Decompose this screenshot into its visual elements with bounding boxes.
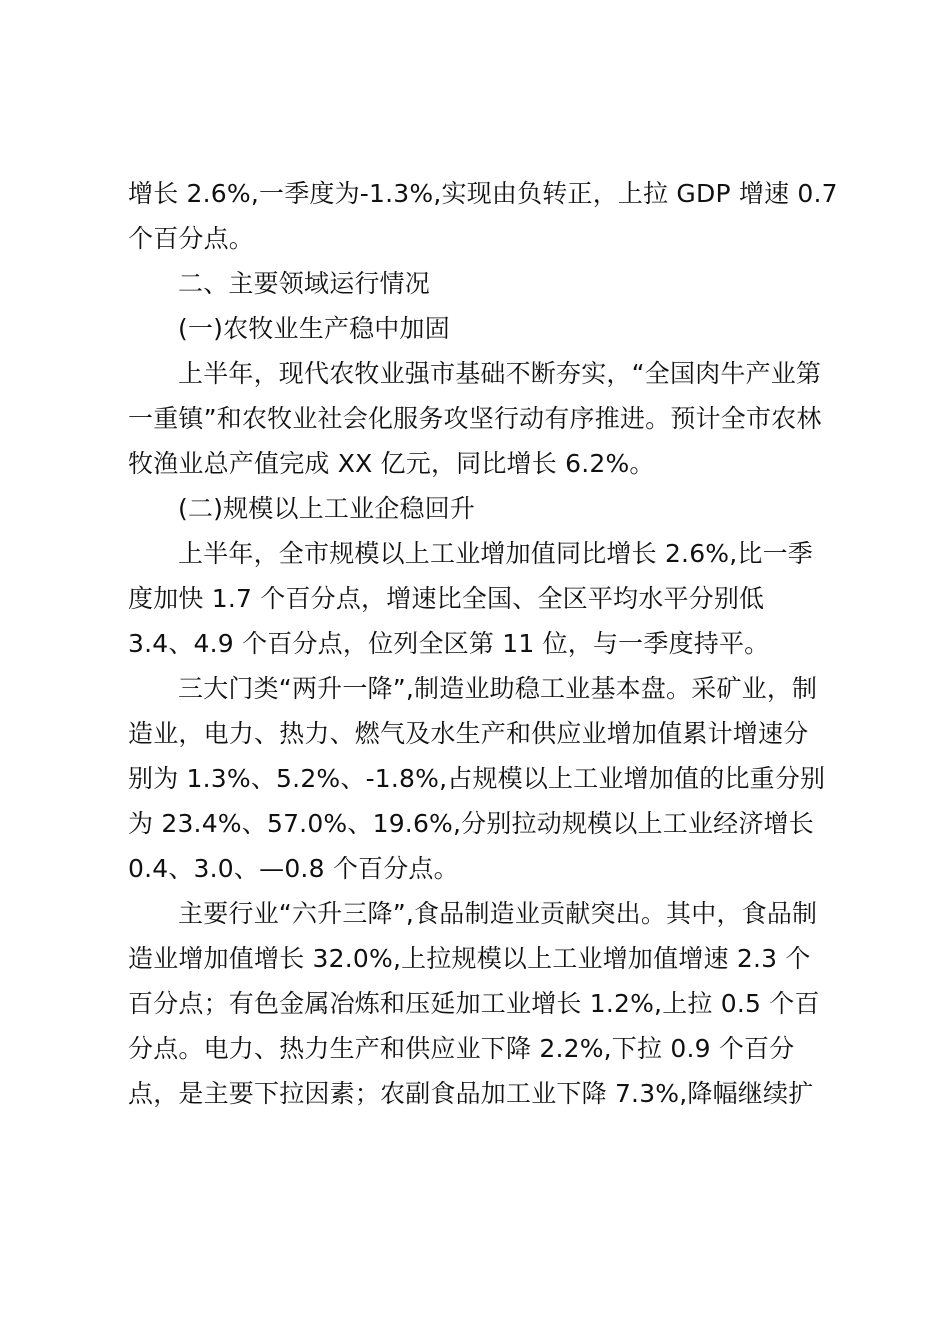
text-line: 一重镇”和农牧业社会化服务攻坚行动有序推进。预计全市农林	[128, 404, 822, 433]
text-line: 个百分点。	[128, 224, 255, 253]
subsection-heading: (一)农牧业生产稳中加固	[178, 314, 450, 343]
text-line: 上半年，现代农牧业强市基础不断夯实，“全国肉牛产业第	[178, 359, 822, 388]
text-line: 上半年，全市规模以上工业增加值同比增长 2.6%,比一季	[178, 539, 814, 568]
text-line: 增长 2.6%,一季度为-1.3%,实现由负转正，上拉 GDP 增速 0.7	[128, 179, 838, 208]
text-line: 0.4、3.0、—0.8 个百分点。	[128, 854, 459, 883]
text-line: 为 23.4%、57.0%、19.6%,分别拉动规模以上工业经济增长	[128, 809, 814, 838]
text-line: 主要行业“六升三降”,食品制造业贡献突出。其中，食品制	[178, 899, 818, 928]
section-heading: 二、主要领域运行情况	[178, 269, 431, 298]
text-line: 别为 1.3%、5.2%、-1.8%,占规模以上工业增加值的比重分别	[128, 764, 826, 793]
text-line: 点，是主要下拉因素；农副食品加工业下降 7.3%,降幅继续扩	[128, 1079, 814, 1108]
text-line: 造业增加值增长 32.0%,上拉规模以上工业增加值增速 2.3 个	[128, 944, 811, 973]
text-line: 3.4、4.9 个百分点，位列全区第 11 位，与一季度持平。	[128, 629, 770, 658]
text-line: 分点。电力、热力生产和供应业下降 2.2%,下拉 0.9 个百分	[128, 1034, 795, 1063]
text-line: 三大门类“两升一降”,制造业助稳工业基本盘。采矿业，制	[178, 674, 818, 703]
subsection-heading: (二)规模以上工业企稳回升	[178, 494, 476, 523]
text-line: 度加快 1.7 个百分点，增速比全国、全区平均水平分别低	[128, 584, 765, 613]
text-line: 造业，电力、热力、燃气及水生产和供应业增加值累计增速分	[128, 719, 809, 748]
text-line: 牧渔业总产值完成 XX 亿元，同比增长 6.2%。	[128, 449, 655, 478]
text-line: 百分点；有色金属冶炼和压延加工业增长 1.2%,上拉 0.5 个百	[128, 989, 820, 1018]
